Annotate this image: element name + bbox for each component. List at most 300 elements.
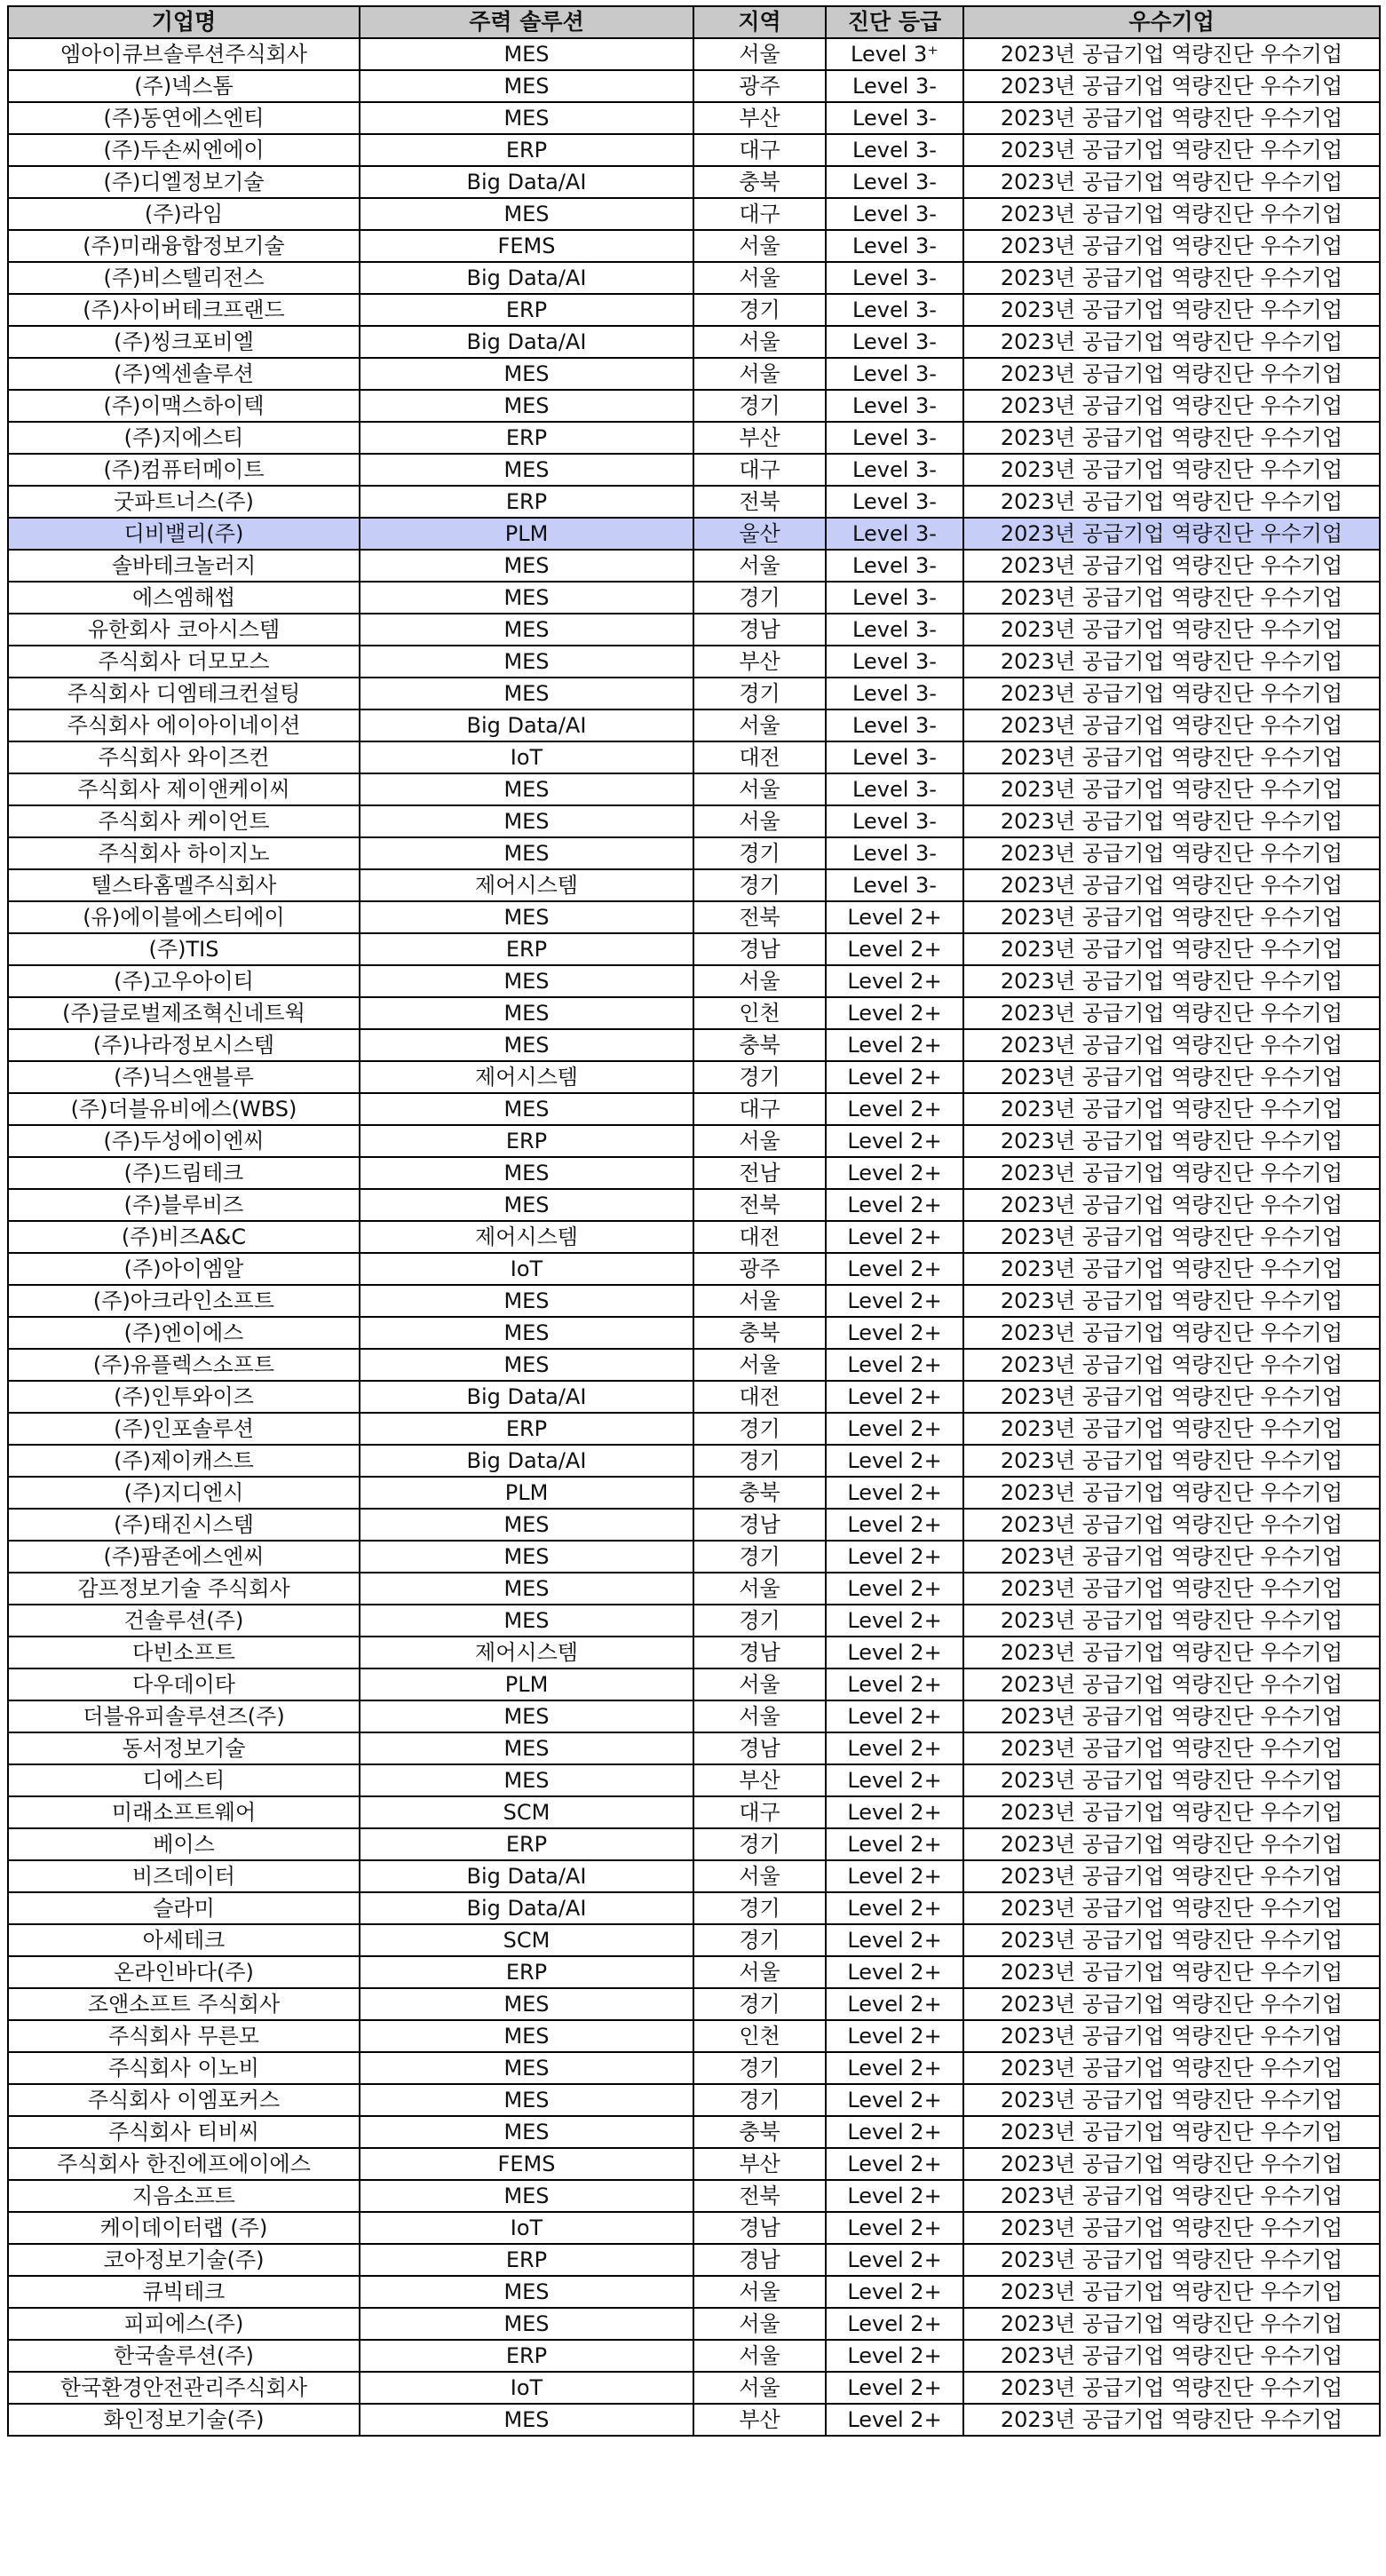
diagnosis-grade-cell[interactable]: Level 2+ (826, 1029, 963, 1061)
excellent-company-cell[interactable]: 2023년 공급기업 역량진단 우수기업 (963, 933, 1380, 965)
excellent-company-cell[interactable]: 2023년 공급기업 역량진단 우수기업 (963, 741, 1380, 773)
main-solution-cell[interactable]: Big Data/AI (360, 709, 693, 741)
excellent-company-cell[interactable]: 2023년 공급기업 역량진단 우수기업 (963, 1732, 1380, 1764)
diagnosis-grade-cell[interactable]: Level 2+ (826, 1061, 963, 1093)
main-solution-cell[interactable]: 제어시스템 (360, 869, 693, 901)
main-solution-cell[interactable]: MES (360, 837, 693, 869)
table-row[interactable] (8, 1445, 1380, 1477)
excellent-company-cell[interactable]: 2023년 공급기업 역량진단 우수기업 (963, 1668, 1380, 1700)
region-cell[interactable]: 전북 (693, 1189, 826, 1221)
table-row[interactable] (8, 134, 1380, 166)
diagnosis-grade-cell[interactable]: Level 2+ (826, 2180, 963, 2212)
region-cell[interactable]: 경기 (693, 1924, 826, 1956)
company-name-cell[interactable]: (주)팜존에스엔씨 (8, 1541, 360, 1573)
region-cell[interactable]: 서울 (693, 358, 826, 390)
company-name-cell[interactable]: 주식회사 무른모 (8, 2020, 360, 2052)
excellent-company-cell[interactable]: 2023년 공급기업 역량진단 우수기업 (963, 1285, 1380, 1317)
company-name-cell[interactable]: 감프정보기술 주식회사 (8, 1573, 360, 1605)
main-solution-cell[interactable]: MES (360, 2180, 693, 2212)
main-solution-cell[interactable]: MES (360, 997, 693, 1029)
main-solution-cell[interactable]: MES (360, 1764, 693, 1796)
table-row[interactable] (8, 678, 1380, 709)
header-region[interactable]: 지역 (693, 6, 826, 38)
region-cell[interactable]: 대구 (693, 454, 826, 486)
excellent-company-cell[interactable]: 2023년 공급기업 역량진단 우수기업 (963, 1093, 1380, 1125)
company-name-cell[interactable]: (주)더블유비에스(WBS) (8, 1093, 360, 1125)
diagnosis-grade-cell[interactable]: Level 2+ (826, 1637, 963, 1668)
excellent-company-cell[interactable]: 2023년 공급기업 역량진단 우수기업 (963, 678, 1380, 709)
table-row[interactable] (8, 582, 1380, 614)
region-cell[interactable]: 경기 (693, 837, 826, 869)
main-solution-cell[interactable]: MES (360, 2020, 693, 2052)
company-name-cell[interactable]: (주)TIS (8, 933, 360, 965)
company-name-cell[interactable]: 주식회사 제이앤케이씨 (8, 773, 360, 805)
excellent-company-cell[interactable]: 2023년 공급기업 역량진단 우수기업 (963, 2372, 1380, 2404)
company-name-cell[interactable]: 건솔루션(주) (8, 1605, 360, 1637)
diagnosis-grade-cell[interactable]: Level 2+ (826, 1413, 963, 1445)
company-name-cell[interactable]: 지음소프트 (8, 2180, 360, 2212)
diagnosis-grade-cell[interactable]: Level 2+ (826, 1700, 963, 1732)
company-name-cell[interactable]: (주)엑센솔루션 (8, 358, 360, 390)
table-row[interactable] (8, 1093, 1380, 1125)
main-solution-cell[interactable]: MES (360, 70, 693, 102)
region-cell[interactable]: 서울 (693, 230, 826, 262)
region-cell[interactable]: 경기 (693, 1988, 826, 2020)
table-row[interactable] (8, 2276, 1380, 2308)
excellent-company-cell[interactable]: 2023년 공급기업 역량진단 우수기업 (963, 1509, 1380, 1541)
region-cell[interactable]: 경남 (693, 1732, 826, 1764)
diagnosis-grade-cell[interactable]: Level 3- (826, 358, 963, 390)
diagnosis-grade-cell[interactable]: Level 3- (826, 486, 963, 518)
region-cell[interactable]: 서울 (693, 262, 826, 294)
main-solution-cell[interactable]: PLM (360, 1668, 693, 1700)
excellent-company-cell[interactable]: 2023년 공급기업 역량진단 우수기업 (963, 38, 1380, 70)
company-name-cell[interactable]: (주)인포솔루션 (8, 1413, 360, 1445)
main-solution-cell[interactable]: Big Data/AI (360, 1381, 693, 1413)
table-row[interactable] (8, 422, 1380, 454)
region-cell[interactable]: 대전 (693, 1221, 826, 1253)
company-name-cell[interactable]: (주)라임 (8, 198, 360, 230)
main-solution-cell[interactable]: Big Data/AI (360, 1860, 693, 1892)
diagnosis-grade-cell[interactable]: Level 2+ (826, 1509, 963, 1541)
excellent-company-cell[interactable]: 2023년 공급기업 역량진단 우수기업 (963, 1445, 1380, 1477)
region-cell[interactable]: 서울 (693, 2308, 826, 2340)
company-name-cell[interactable]: 피피에스(주) (8, 2308, 360, 2340)
main-solution-cell[interactable]: MES (360, 1157, 693, 1189)
table-row[interactable] (8, 1637, 1380, 1668)
table-row[interactable] (8, 2148, 1380, 2180)
region-cell[interactable]: 경남 (693, 1509, 826, 1541)
region-cell[interactable]: 서울 (693, 1285, 826, 1317)
diagnosis-grade-cell[interactable]: Level 3- (826, 198, 963, 230)
company-name-cell[interactable]: (주)동연에스엔티 (8, 102, 360, 134)
region-cell[interactable]: 경기 (693, 1413, 826, 1445)
diagnosis-grade-cell[interactable]: Level 2+ (826, 1732, 963, 1764)
diagnosis-grade-cell[interactable]: Level 2+ (826, 1828, 963, 1860)
main-solution-cell[interactable]: 제어시스템 (360, 1637, 693, 1668)
region-cell[interactable]: 경남 (693, 1637, 826, 1668)
main-solution-cell[interactable]: MES (360, 805, 693, 837)
main-solution-cell[interactable]: MES (360, 1573, 693, 1605)
excellent-company-cell[interactable]: 2023년 공급기업 역량진단 우수기업 (963, 1061, 1380, 1093)
diagnosis-grade-cell[interactable]: Level 2+ (826, 2020, 963, 2052)
company-name-cell[interactable]: 주식회사 이엠포커스 (8, 2084, 360, 2116)
region-cell[interactable]: 서울 (693, 2372, 826, 2404)
table-row[interactable] (8, 709, 1380, 741)
excellent-company-cell[interactable]: 2023년 공급기업 역량진단 우수기업 (963, 2276, 1380, 2308)
diagnosis-grade-cell[interactable]: Level 3- (826, 869, 963, 901)
diagnosis-grade-cell[interactable]: Level 3- (826, 294, 963, 326)
table-row[interactable] (8, 2180, 1380, 2212)
excellent-company-cell[interactable]: 2023년 공급기업 역량진단 우수기업 (963, 1221, 1380, 1253)
table-row[interactable] (8, 1029, 1380, 1061)
table-row[interactable] (8, 1764, 1380, 1796)
excellent-company-cell[interactable]: 2023년 공급기업 역량진단 우수기업 (963, 997, 1380, 1029)
diagnosis-grade-cell[interactable]: Level 2+ (826, 1445, 963, 1477)
excellent-company-cell[interactable]: 2023년 공급기업 역량진단 우수기업 (963, 550, 1380, 582)
company-name-cell[interactable]: 주식회사 케이언트 (8, 805, 360, 837)
table-row[interactable] (8, 390, 1380, 422)
company-name-cell[interactable]: 아세테크 (8, 1924, 360, 1956)
company-name-cell[interactable]: 주식회사 이노비 (8, 2052, 360, 2084)
diagnosis-grade-cell[interactable]: Level 3- (826, 805, 963, 837)
company-name-cell[interactable]: (주)블루비즈 (8, 1189, 360, 1221)
diagnosis-grade-cell[interactable]: Level 2+ (826, 1221, 963, 1253)
main-solution-cell[interactable]: MES (360, 1349, 693, 1381)
region-cell[interactable]: 서울 (693, 2276, 826, 2308)
excellent-company-cell[interactable]: 2023년 공급기업 역량진단 우수기업 (963, 2212, 1380, 2244)
table-row[interactable] (8, 2404, 1380, 2436)
region-cell[interactable]: 서울 (693, 1573, 826, 1605)
table-row[interactable] (8, 1413, 1380, 1445)
diagnosis-grade-cell[interactable]: Level 3- (826, 230, 963, 262)
diagnosis-grade-cell[interactable]: Level 2+ (826, 2244, 963, 2276)
main-solution-cell[interactable]: Big Data/AI (360, 166, 693, 198)
company-name-cell[interactable]: 유한회사 코아시스템 (8, 614, 360, 646)
main-solution-cell[interactable]: Big Data/AI (360, 1445, 693, 1477)
excellent-company-cell[interactable]: 2023년 공급기업 역량진단 우수기업 (963, 1605, 1380, 1637)
excellent-company-cell[interactable]: 2023년 공급기업 역량진단 우수기업 (963, 582, 1380, 614)
excellent-company-cell[interactable]: 2023년 공급기업 역량진단 우수기업 (963, 1860, 1380, 1892)
company-name-cell[interactable]: (주)사이버테크프랜드 (8, 294, 360, 326)
company-name-cell[interactable]: (주)비즈A&C (8, 1221, 360, 1253)
table-row[interactable] (8, 2244, 1380, 2276)
company-name-cell[interactable]: 조앤소프트 주식회사 (8, 1988, 360, 2020)
region-cell[interactable]: 서울 (693, 965, 826, 997)
main-solution-cell[interactable]: IoT (360, 741, 693, 773)
region-cell[interactable]: 서울 (693, 326, 826, 358)
main-solution-cell[interactable]: MES (360, 1029, 693, 1061)
table-row[interactable] (8, 486, 1380, 518)
diagnosis-grade-cell[interactable]: Level 2+ (826, 2212, 963, 2244)
company-name-cell[interactable]: (주)이맥스하이텍 (8, 390, 360, 422)
table-row[interactable] (8, 2052, 1380, 2084)
region-cell[interactable]: 경기 (693, 1061, 826, 1093)
company-name-cell[interactable]: (주)아크라인소프트 (8, 1285, 360, 1317)
region-cell[interactable]: 서울 (693, 2340, 826, 2372)
table-row[interactable] (8, 2020, 1380, 2052)
region-cell[interactable]: 경기 (693, 678, 826, 709)
main-solution-cell[interactable]: IoT (360, 1253, 693, 1285)
company-name-cell[interactable]: 주식회사 디엠테크컨설팅 (8, 678, 360, 709)
diagnosis-grade-cell[interactable]: Level 2+ (826, 1189, 963, 1221)
table-row[interactable] (8, 358, 1380, 390)
main-solution-cell[interactable]: ERP (360, 1125, 693, 1157)
diagnosis-grade-cell[interactable]: Level 3- (826, 837, 963, 869)
diagnosis-grade-cell[interactable]: Level 2+ (826, 1349, 963, 1381)
company-name-cell[interactable]: (주)넥스톰 (8, 70, 360, 102)
table-row[interactable] (8, 1189, 1380, 1221)
diagnosis-grade-cell[interactable]: Level 3- (826, 614, 963, 646)
company-name-cell[interactable]: 주식회사 더모모스 (8, 646, 360, 678)
region-cell[interactable]: 부산 (693, 2148, 826, 2180)
region-cell[interactable]: 경기 (693, 294, 826, 326)
table-row[interactable] (8, 1221, 1380, 1253)
company-name-cell[interactable]: 미래소프트웨어 (8, 1796, 360, 1828)
excellent-company-cell[interactable]: 2023년 공급기업 역량진단 우수기업 (963, 198, 1380, 230)
excellent-company-cell[interactable]: 2023년 공급기업 역량진단 우수기업 (963, 1924, 1380, 1956)
excellent-company-cell[interactable]: 2023년 공급기업 역량진단 우수기업 (963, 422, 1380, 454)
table-row[interactable] (8, 166, 1380, 198)
company-name-cell[interactable]: 디에스티 (8, 1764, 360, 1796)
main-solution-cell[interactable]: MES (360, 1093, 693, 1125)
company-name-cell[interactable]: (주)두성에이엔씨 (8, 1125, 360, 1157)
main-solution-cell[interactable]: MES (360, 646, 693, 678)
excellent-company-cell[interactable]: 2023년 공급기업 역량진단 우수기업 (963, 869, 1380, 901)
excellent-company-cell[interactable]: 2023년 공급기업 역량진단 우수기업 (963, 1573, 1380, 1605)
excellent-company-cell[interactable]: 2023년 공급기업 역량진단 우수기업 (963, 901, 1380, 933)
company-name-cell[interactable]: (주)인투와이즈 (8, 1381, 360, 1413)
region-cell[interactable]: 대구 (693, 134, 826, 166)
region-cell[interactable]: 경기 (693, 2052, 826, 2084)
company-name-cell[interactable]: 온라인바다(주) (8, 1956, 360, 1988)
company-name-cell[interactable]: 슬라미 (8, 1892, 360, 1924)
table-row[interactable] (8, 1253, 1380, 1285)
company-name-cell[interactable]: (주)닉스앤블루 (8, 1061, 360, 1093)
excellent-company-cell[interactable]: 2023년 공급기업 역량진단 우수기업 (963, 1700, 1380, 1732)
company-name-cell[interactable]: 주식회사 한진에프에이에스 (8, 2148, 360, 2180)
table-row[interactable] (8, 2372, 1380, 2404)
excellent-company-cell[interactable]: 2023년 공급기업 역량진단 우수기업 (963, 2308, 1380, 2340)
table-row[interactable] (8, 1956, 1380, 1988)
main-solution-cell[interactable]: MES (360, 901, 693, 933)
company-name-cell[interactable]: 더블유피솔루션즈(주) (8, 1700, 360, 1732)
diagnosis-grade-cell[interactable]: Level 2+ (826, 1924, 963, 1956)
diagnosis-grade-cell[interactable]: Level 3- (826, 70, 963, 102)
region-cell[interactable]: 전북 (693, 486, 826, 518)
excellent-company-cell[interactable]: 2023년 공급기업 역량진단 우수기업 (963, 294, 1380, 326)
region-cell[interactable]: 경기 (693, 1445, 826, 1477)
table-row[interactable] (8, 1061, 1380, 1093)
main-solution-cell[interactable]: MES (360, 2084, 693, 2116)
main-solution-cell[interactable]: MES (360, 2052, 693, 2084)
main-solution-cell[interactable]: FEMS (360, 2148, 693, 2180)
region-cell[interactable]: 대구 (693, 1796, 826, 1828)
region-cell[interactable]: 광주 (693, 1253, 826, 1285)
main-solution-cell[interactable]: ERP (360, 294, 693, 326)
table-row[interactable] (8, 1892, 1380, 1924)
excellent-company-cell[interactable]: 2023년 공급기업 역량진단 우수기업 (963, 1317, 1380, 1349)
diagnosis-grade-cell[interactable]: Level 3- (826, 646, 963, 678)
company-name-cell[interactable]: 다빈소프트 (8, 1637, 360, 1668)
table-row[interactable] (8, 70, 1380, 102)
region-cell[interactable]: 전북 (693, 901, 826, 933)
diagnosis-grade-cell[interactable]: Level 2+ (826, 1892, 963, 1924)
region-cell[interactable]: 부산 (693, 102, 826, 134)
header-company-name[interactable]: 기업명 (8, 6, 360, 38)
diagnosis-grade-cell[interactable]: Level 2+ (826, 1796, 963, 1828)
company-name-cell[interactable]: (주)드림테크 (8, 1157, 360, 1189)
main-solution-cell[interactable]: MES (360, 358, 693, 390)
company-name-cell[interactable]: (주)고우아이티 (8, 965, 360, 997)
diagnosis-grade-cell[interactable]: Level 3- (826, 326, 963, 358)
main-solution-cell[interactable]: MES (360, 1541, 693, 1573)
excellent-company-cell[interactable]: 2023년 공급기업 역량진단 우수기업 (963, 2404, 1380, 2436)
excellent-company-cell[interactable]: 2023년 공급기업 역량진단 우수기업 (963, 614, 1380, 646)
diagnosis-grade-cell[interactable]: Level 2+ (826, 997, 963, 1029)
company-name-cell[interactable]: 한국솔루션(주) (8, 2340, 360, 2372)
main-solution-cell[interactable]: MES (360, 1509, 693, 1541)
company-name-cell[interactable]: (주)미래융합정보기술 (8, 230, 360, 262)
main-solution-cell[interactable]: MES (360, 198, 693, 230)
header-main-solution[interactable]: 주력 솔루션 (360, 6, 693, 38)
diagnosis-grade-cell[interactable]: Level 3- (826, 678, 963, 709)
diagnosis-grade-cell[interactable]: Level 2+ (826, 1668, 963, 1700)
table-row[interactable] (8, 997, 1380, 1029)
excellent-company-cell[interactable]: 2023년 공급기업 역량진단 우수기업 (963, 1157, 1380, 1189)
region-cell[interactable]: 서울 (693, 1349, 826, 1381)
main-solution-cell[interactable]: PLM (360, 518, 693, 550)
main-solution-cell[interactable]: MES (360, 582, 693, 614)
diagnosis-grade-cell[interactable]: Level 2+ (826, 1860, 963, 1892)
main-solution-cell[interactable]: MES (360, 454, 693, 486)
main-solution-cell[interactable]: FEMS (360, 230, 693, 262)
main-solution-cell[interactable]: MES (360, 1700, 693, 1732)
diagnosis-grade-cell[interactable]: Level 2+ (826, 2308, 963, 2340)
region-cell[interactable]: 경기 (693, 869, 826, 901)
main-solution-cell[interactable]: MES (360, 678, 693, 709)
table-row[interactable] (8, 1349, 1380, 1381)
diagnosis-grade-cell[interactable]: Level 2+ (826, 1541, 963, 1573)
main-solution-cell[interactable]: MES (360, 2116, 693, 2148)
diagnosis-grade-cell[interactable]: Level 2+ (826, 1317, 963, 1349)
excellent-company-cell[interactable]: 2023년 공급기업 역량진단 우수기업 (963, 230, 1380, 262)
diagnosis-grade-cell[interactable]: Level 2+ (826, 2116, 963, 2148)
main-solution-cell[interactable]: ERP (360, 134, 693, 166)
table-row[interactable] (8, 326, 1380, 358)
main-solution-cell[interactable]: MES (360, 1189, 693, 1221)
region-cell[interactable]: 충북 (693, 1029, 826, 1061)
table-row[interactable] (8, 614, 1380, 646)
region-cell[interactable]: 충북 (693, 2116, 826, 2148)
diagnosis-grade-cell[interactable]: Level 2+ (826, 1956, 963, 1988)
region-cell[interactable]: 인천 (693, 997, 826, 1029)
main-solution-cell[interactable]: PLM (360, 1477, 693, 1509)
excellent-company-cell[interactable]: 2023년 공급기업 역량진단 우수기업 (963, 965, 1380, 997)
company-name-cell[interactable]: (주)지에스티 (8, 422, 360, 454)
diagnosis-grade-cell[interactable]: Level 2+ (826, 1285, 963, 1317)
table-row[interactable] (8, 1125, 1380, 1157)
table-row[interactable] (8, 102, 1380, 134)
table-row[interactable] (8, 1317, 1380, 1349)
excellent-company-cell[interactable]: 2023년 공급기업 역량진단 우수기업 (963, 2340, 1380, 2372)
excellent-company-cell[interactable]: 2023년 공급기업 역량진단 우수기업 (963, 837, 1380, 869)
excellent-company-cell[interactable]: 2023년 공급기업 역량진단 우수기업 (963, 2244, 1380, 2276)
table-row[interactable] (8, 1573, 1380, 1605)
table-row[interactable] (8, 646, 1380, 678)
region-cell[interactable]: 경남 (693, 2212, 826, 2244)
table-row[interactable] (8, 38, 1380, 70)
region-cell[interactable]: 서울 (693, 550, 826, 582)
region-cell[interactable]: 전남 (693, 1157, 826, 1189)
excellent-company-cell[interactable]: 2023년 공급기업 역량진단 우수기업 (963, 1956, 1380, 1988)
excellent-company-cell[interactable]: 2023년 공급기업 역량진단 우수기업 (963, 2052, 1380, 2084)
excellent-company-cell[interactable]: 2023년 공급기업 역량진단 우수기업 (963, 134, 1380, 166)
company-name-cell[interactable]: 주식회사 티비씨 (8, 2116, 360, 2148)
excellent-company-cell[interactable]: 2023년 공급기업 역량진단 우수기업 (963, 1125, 1380, 1157)
main-solution-cell[interactable]: MES (360, 390, 693, 422)
table-row[interactable] (8, 1732, 1380, 1764)
main-solution-cell[interactable]: ERP (360, 1413, 693, 1445)
region-cell[interactable]: 광주 (693, 70, 826, 102)
table-row[interactable] (8, 230, 1380, 262)
main-solution-cell[interactable]: MES (360, 965, 693, 997)
main-solution-cell[interactable]: ERP (360, 2340, 693, 2372)
diagnosis-grade-cell[interactable]: Level 3- (826, 773, 963, 805)
region-cell[interactable]: 서울 (693, 1860, 826, 1892)
table-row[interactable] (8, 1988, 1380, 2020)
diagnosis-grade-cell[interactable]: Level 3- (826, 422, 963, 454)
table-row[interactable] (8, 198, 1380, 230)
excellent-company-cell[interactable]: 2023년 공급기업 역량진단 우수기업 (963, 358, 1380, 390)
table-row[interactable] (8, 1860, 1380, 1892)
excellent-company-cell[interactable]: 2023년 공급기업 역량진단 우수기업 (963, 1988, 1380, 2020)
diagnosis-grade-cell[interactable]: Level 2+ (826, 1477, 963, 1509)
company-name-cell[interactable]: (주)컴퓨터메이트 (8, 454, 360, 486)
diagnosis-grade-cell[interactable]: Level 3- (826, 454, 963, 486)
region-cell[interactable]: 서울 (693, 1125, 826, 1157)
table-row[interactable] (8, 2308, 1380, 2340)
table-row[interactable] (8, 1477, 1380, 1509)
table-row-selected[interactable] (8, 518, 1380, 550)
main-solution-cell[interactable]: ERP (360, 2244, 693, 2276)
region-cell[interactable]: 서울 (693, 709, 826, 741)
main-solution-cell[interactable]: MES (360, 614, 693, 646)
main-solution-cell[interactable]: MES (360, 102, 693, 134)
table-row[interactable] (8, 1796, 1380, 1828)
region-cell[interactable]: 경기 (693, 1605, 826, 1637)
region-cell[interactable]: 서울 (693, 1956, 826, 1988)
region-cell[interactable]: 울산 (693, 518, 826, 550)
diagnosis-grade-cell[interactable]: Level 3- (826, 390, 963, 422)
region-cell[interactable]: 경남 (693, 933, 826, 965)
excellent-company-cell[interactable]: 2023년 공급기업 역량진단 우수기업 (963, 2180, 1380, 2212)
table-row[interactable] (8, 1605, 1380, 1637)
diagnosis-grade-cell[interactable]: Level 3- (826, 709, 963, 741)
region-cell[interactable]: 서울 (693, 773, 826, 805)
diagnosis-grade-cell[interactable]: Level 2+ (826, 1573, 963, 1605)
region-cell[interactable]: 서울 (693, 38, 826, 70)
main-solution-cell[interactable]: ERP (360, 1828, 693, 1860)
diagnosis-grade-cell[interactable]: Level 2+ (826, 1093, 963, 1125)
table-row[interactable] (8, 2212, 1380, 2244)
excellent-company-cell[interactable]: 2023년 공급기업 역량진단 우수기업 (963, 1253, 1380, 1285)
main-solution-cell[interactable]: MES (360, 1285, 693, 1317)
main-solution-cell[interactable]: Big Data/AI (360, 1892, 693, 1924)
diagnosis-grade-cell[interactable]: Level 3- (826, 550, 963, 582)
company-name-cell[interactable]: (주)디엘정보기술 (8, 166, 360, 198)
main-solution-cell[interactable]: MES (360, 550, 693, 582)
